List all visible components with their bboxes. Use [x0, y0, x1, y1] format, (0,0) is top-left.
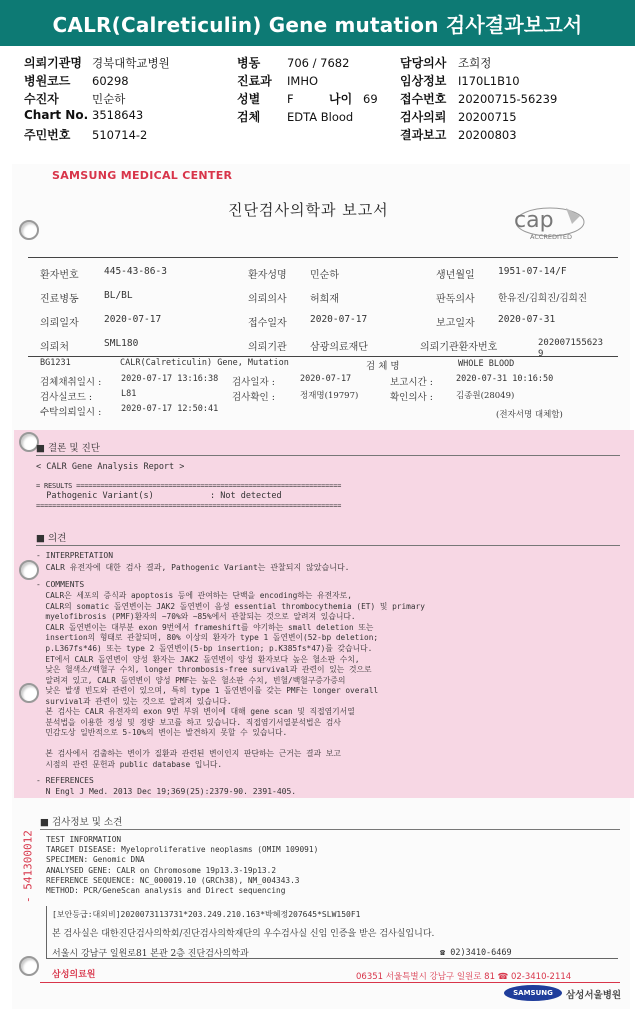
section-conclusion-heading: ■ 결론 및 진단: [36, 443, 100, 454]
method-line: 본 검사는 CALR 유전자의 exon 9번 부위 변이에 대해 gene scan 및 직접염기서열: [36, 707, 355, 716]
test-info-line: TARGET DISEASE: Myeloproliferative neoplasms (OMIM 109091): [46, 845, 319, 855]
meta-value: 2020-07-17 12:50:41: [121, 404, 219, 414]
grid-label: 생년월일: [436, 270, 475, 281]
grid-value: 2020-07-31: [498, 314, 556, 325]
test-code: BG1231: [40, 358, 71, 368]
section-divider: [40, 829, 620, 830]
frame-line: [46, 906, 47, 958]
grid-value: 민순하: [310, 270, 339, 281]
frame-line: [28, 257, 618, 258]
method-line: 분석법을 이용한 정성 및 정량 보고를 하고 있습니다. 직접염기서열분석법은 검사: [36, 717, 341, 727]
meta-value: 2020-07-17 13:16:38: [121, 374, 219, 384]
info-label: 임상정보: [400, 74, 447, 88]
section-opinion-heading: ■ 의견: [36, 533, 67, 544]
references-heading: - REFERENCES: [36, 776, 94, 785]
gene-report-title: < CALR Gene Analysis Report >: [36, 462, 185, 472]
grid-value: 202007155623: [538, 338, 604, 348]
meta-value: 2020-07-17: [300, 374, 352, 384]
grid-label: 진료병동: [40, 294, 79, 305]
footer-address: 06351 서울특별시 강남구 일원로 81 ☎ 02-3410-2114: [356, 972, 572, 982]
grid-value: 한유진/김희진/김희진: [498, 293, 587, 304]
comment-line: ET에서 CALR 돌연변이 양성 환자는 JAK2 돌연변이 양성 환자보다 높은 혈소판 수치,: [36, 654, 360, 664]
binder-hole-icon: [19, 956, 39, 976]
interpretation-text: CALR 유전자에 대한 검사 결과, Pathogenic Variant는 관찰되지 않았습니다.: [36, 563, 350, 572]
test-info-line: ANALYSED GENE: CALR on Chromosome 19p13.3-19p13.2: [46, 865, 277, 875]
meta-label: 검사확인 :: [232, 392, 275, 403]
certification-text: 본 검사실은 대한진단검사의학회/진단검사의학재단의 우수검사실 신임 인증을 받은 검사실입니다.: [52, 929, 435, 939]
info-label: 진료과: [237, 74, 272, 88]
vertical-serial-number: - 541300012: [21, 830, 35, 903]
meta-value: L81: [121, 389, 137, 399]
samsung-hospital-name: 삼성서울병원: [566, 990, 622, 1001]
comment-line: CALR의 somatic 돌연변이는 JAK2 돌연변이 음성 essential thrombocythemia (ET) 및 primary: [36, 601, 425, 611]
patient-info-col1: [24, 54, 170, 144]
reference-text: N Engl J Med. 2013 Dec 19;369(25):2379-90. 2391-405.: [36, 787, 297, 796]
meta-value: 정재명(19797): [300, 391, 359, 401]
grid-value: 1951-07-14/F: [498, 266, 567, 277]
grid-label: 보고일자: [436, 318, 475, 329]
grid-value: SML180: [104, 338, 139, 349]
meta-value: 2020-07-31 10:16:50: [456, 374, 554, 384]
info-value: 60298: [92, 74, 129, 88]
info-value: 경북대학교병원: [92, 56, 170, 70]
grid-value: 삼광의료재단: [310, 342, 368, 353]
info-value: 3518643: [92, 108, 144, 122]
test-information-block: [46, 835, 318, 896]
comment-line: p.L367fs*46) 또는 type 2 돌연변이(5-bp insertion; p.K385fs*47)를 갖습니다.: [36, 643, 373, 653]
comment-line: CALR은 세포의 증식과 apoptosis 등에 관여하는 단백을 encoding하는 유전자로,: [36, 591, 352, 600]
grid-label: 의뢰일자: [40, 318, 79, 329]
report-meta: [40, 374, 620, 419]
patient-info-col3: [400, 54, 557, 144]
info-value: 20200803: [458, 128, 517, 142]
comment-line: survival과 관련이 있는 것으로 알려져 있습니다.: [36, 696, 232, 706]
meta-label: 검사일자 :: [232, 377, 275, 388]
specimen-label: 검 체 명: [366, 361, 400, 372]
info-value: 민순하: [92, 92, 126, 106]
grid-label: 접수일자: [248, 318, 287, 329]
grid-value: 2020-07-17: [310, 314, 368, 325]
judgement-line: 시점의 관련 문헌과 public database 입니다.: [36, 759, 223, 769]
info-value: 조희정: [458, 56, 492, 70]
grid-label: 환자번호: [40, 270, 79, 281]
info-label: Chart No.: [24, 108, 89, 122]
samsung-logo: SAMSUNG: [504, 985, 562, 1001]
specimen-value: WHOLE BLOOD: [458, 359, 515, 369]
comment-line: 낮은 발생 빈도와 관련이 있으며, 특히 type 1 돌연변이를 갖는 PMF는 longer overall: [36, 686, 379, 696]
age-value: 69: [363, 92, 378, 106]
info-label: 수진자: [24, 92, 59, 106]
grid-label: 판독의사: [436, 294, 475, 305]
meta-label: 검체채취일시 :: [40, 377, 102, 388]
info-label: 병원코드: [24, 74, 71, 88]
info-label: 성별: [237, 92, 261, 106]
interpretation-heading: - INTERPRETATION: [36, 551, 114, 560]
info-value: EDTA Blood: [287, 110, 354, 124]
meta-label: 확인의사 :: [390, 392, 433, 403]
pathogenic-variant-result: Pathogenic Variant(s) : Not detected: [36, 491, 282, 501]
binder-hole-icon: [19, 220, 39, 240]
cap-logo-text: cap: [514, 208, 554, 233]
info-value: IMHO: [287, 74, 319, 88]
grid-label: 의뢰처: [40, 342, 69, 353]
info-value: F: [287, 92, 294, 106]
report-title: 진단검사의학과 보고서: [228, 201, 389, 219]
grid-value: BL/BL: [104, 290, 133, 301]
info-value: I170L1B10: [458, 74, 520, 88]
footer-rule: [40, 982, 620, 983]
info-label: 담당의사: [400, 56, 447, 70]
footer-left-logo: 삼성의료원: [52, 970, 96, 980]
security-line: [보안등급:대외비]2020073113731*203.249.210.163*박혜정207645*SLW150F1: [52, 910, 361, 919]
comments-heading: - COMMENTS: [36, 580, 85, 589]
section-divider: [36, 545, 620, 546]
grid-value-tail: 9: [538, 349, 544, 359]
patient-info-panel: [0, 50, 635, 162]
test-info-line: TEST INFORMATION: [46, 835, 122, 844]
info-label: 검사의뢰: [400, 110, 447, 124]
comment-line: 낮은 혈색소/백혈구 수치, longer thrombosis-free survival과 관련이 있는 것으로: [36, 665, 372, 675]
test-info-line: SPECIMEN: Genomic DNA: [46, 855, 145, 865]
results-separator: = RESULTS ==================================================================: [36, 482, 342, 490]
info-value: 706 / 7682: [287, 56, 350, 70]
report-header-title: CALR(Calreticulin) Gene mutation 검사결과보고서: [0, 0, 635, 46]
section-divider: [36, 455, 620, 456]
grid-value: 허희재: [310, 294, 339, 305]
meta-value: 김종원(28049): [456, 391, 515, 401]
method-line: 민감도상 일반적으로 5-10%의 변이는 발견하지 못할 수 있습니다.: [36, 728, 288, 738]
info-value: 20200715-56239: [458, 92, 558, 106]
comment-line: insertion의 형태로 관찰되며, 80% 이상의 환자가 type 1 돌연변이(52-bp deletion;: [36, 633, 379, 643]
grid-label: 환자성명: [248, 270, 287, 281]
comments-block: [36, 590, 425, 707]
comment-line: 알려져 있고, CALR 돌연변이 양성 PMF는 높은 혈소판 수치, 빈혈/백혈구증가증의: [36, 675, 346, 685]
section-testinfo-heading: ■ 검사정보 및 소견: [40, 817, 123, 828]
meta-label: 검사실코드 :: [40, 392, 93, 403]
info-value: 510714-2: [92, 128, 148, 142]
grid-label: 의뢰기관: [248, 342, 287, 353]
grid-value: 2020-07-17: [104, 314, 162, 325]
info-label: 접수번호: [400, 92, 447, 106]
results-end-separator: ============================================================================: [36, 502, 342, 510]
grid-label: 의뢰의사: [248, 294, 287, 305]
lab-phone: ☎ 02)3410-6469: [440, 948, 512, 958]
e-signature-note: (전자서명 대체함): [496, 410, 563, 420]
info-label: 병동: [237, 56, 261, 70]
comment-line: myelofibrosis (PMF)환자의 ~70%와 ~85%에서 관찰되는 것으로 알려져 있습니다.: [36, 612, 356, 622]
report-patient-grid: [40, 266, 620, 362]
grid-value: 445-43-86-3: [104, 266, 167, 277]
test-info-line: METHOD: PCR/GeneScan analysis and Direct sequencing: [46, 885, 286, 895]
meta-label: 수탁의뢰일시 :: [40, 407, 102, 418]
grid-label: 의뢰기관환자번호: [420, 342, 498, 353]
patient-info-col2: [237, 54, 378, 126]
info-label: 주민번호: [24, 128, 71, 142]
samsung-medical-center-logo: SAMSUNG MEDICAL CENTER: [52, 169, 233, 182]
meta-label: 보고시간 :: [390, 377, 433, 388]
test-name: CALR(Calreticulin) Gene, Mutation: [120, 358, 289, 368]
info-value: 20200715: [458, 110, 517, 124]
test-info-line: REFERENCE SEQUENCE: NC_000019.10 (GRCh38), NM_004343.3: [46, 875, 300, 885]
method-paragraph: [36, 706, 355, 738]
judgement-line: 본 검사에서 검출하는 변이가 질환과 관련된 변이인지 판단하는 근거는 결과 보고: [36, 749, 341, 758]
info-label: 결과보고: [400, 128, 447, 142]
info-label: 의뢰기관명: [24, 56, 82, 70]
cap-accredited-text: ACCREDITED: [530, 233, 573, 241]
age-label: 나이: [329, 92, 353, 106]
lab-address: 서울시 강남구 일원로81 본관 2층 진단검사의학과: [52, 949, 249, 959]
comment-line: CALR 돌연변이는 대부분 exon 9번에서 frameshift를 야기하는 small deletion 또는: [36, 622, 374, 632]
cap-accredited-logo: [510, 204, 590, 244]
info-label: 검체: [237, 110, 261, 124]
judgement-paragraph: [36, 748, 341, 769]
